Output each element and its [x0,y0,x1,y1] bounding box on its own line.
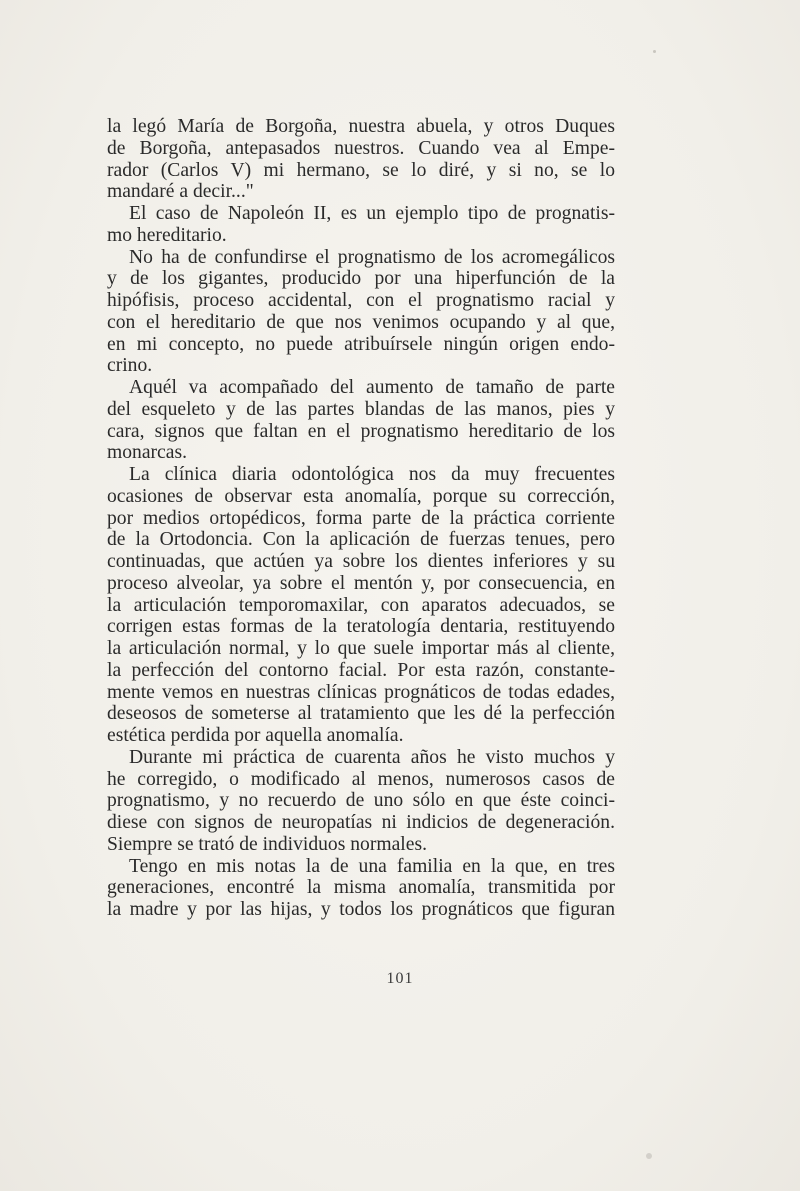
paragraph [107,464,615,747]
text-line: por medios ortopédicos, forma parte de la práctica corriente [107,507,615,529]
paragraph [107,747,615,856]
text-line: hipófisis, proceso accidental, con el prognatismo racial y [107,290,615,311]
text-line: mo hereditario. [107,224,227,246]
text-line: con el hereditario de que nos venimos ocupando y al que, [107,311,615,333]
text-line: la articulación normal, y lo que suele importar más al cliente, [107,638,615,659]
paragraph [107,116,615,203]
text-line: ocasiones de observar esta anomalía, porque su corrección, [107,485,615,507]
text-line: en mi concepto, no puede atribuírsele ningún origen endo- [107,333,615,355]
text-line: La clínica diaria odontológica nos da muy frecuentes [129,464,615,485]
paragraph [107,377,615,464]
paragraph [107,203,615,247]
text-line: Siempre se trató de individuos normales. [107,833,427,855]
body-text [107,116,615,921]
text-line: mente vemos en nuestras clínicas prognáticos de todas edades, [107,681,615,703]
text-line: Tengo en mis notas la de una familia en la que, en tres [129,855,615,877]
text-line: prognatismo, y no recuerdo de uno sólo en que éste coinci- [107,790,615,812]
text-line: la articulación temporomaxilar, con aparatos adecuados, se [107,594,615,616]
text-line: y de los gigantes, producido por una hiperfunción de la [107,268,615,290]
text-line: monarcas. [107,442,187,464]
text-line: corrigen estas formas de la teratología dentaria, restituyendo [107,616,615,638]
text-line: deseosos de someterse al tratamiento que les dé la perfección [107,703,615,725]
text-line: Durante mi práctica de cuarenta años he visto muchos y [129,746,615,768]
text-line: la madre y por las hijas, y todos los prognáticos que figuran [107,899,615,920]
paper-speck [653,50,656,53]
paper-speck [646,1153,652,1159]
text-line: mandaré a decir..." [107,181,254,203]
text-line: No ha de confundirse el prognatismo de los acromegálicos [129,246,615,268]
page-number: 101 [386,970,414,987]
text-line: rador (Carlos V) mi hermano, se lo diré, y si no, se lo [107,159,615,181]
text-line: la perfección del contorno facial. Por esta razón, constante- [107,659,615,681]
paragraph [107,247,615,378]
paragraph [107,856,615,921]
text-line: Aquél va acompañado del aumento de tamaño de parte [129,377,615,398]
text-line: he corregido, o modificado al menos, numerosos casos de [107,768,615,790]
text-line: cara, signos que faltan en el prognatismo hereditario de los [107,420,615,442]
text-line: la legó María de Borgoña, nuestra abuela, y otros Duques [107,116,615,137]
text-line: de la Ortodoncia. Con la aplicación de fuerzas tenues, pero [107,529,615,551]
text-line: proceso alveolar, ya sobre el mentón y, por consecuencia, en [107,572,615,594]
text-line: del esqueleto y de las partes blandas de las manos, pies y [107,398,615,420]
text-line: generaciones, encontré la misma anomalía, transmitida por [107,877,615,899]
text-line: diese con signos de neuropatías ni indicios de degeneración. [107,812,615,833]
text-line: continuadas, que actúen ya sobre los dientes inferiores y su [107,551,615,572]
text-line: estética perdida por aquella anomalía. [107,725,404,746]
text-line: El caso de Napoleón II, es un ejemplo tipo de prognatis- [129,203,615,224]
text-line: crino. [107,355,153,377]
text-line: de Borgoña, antepasados nuestros. Cuando vea al Empe- [107,137,615,159]
